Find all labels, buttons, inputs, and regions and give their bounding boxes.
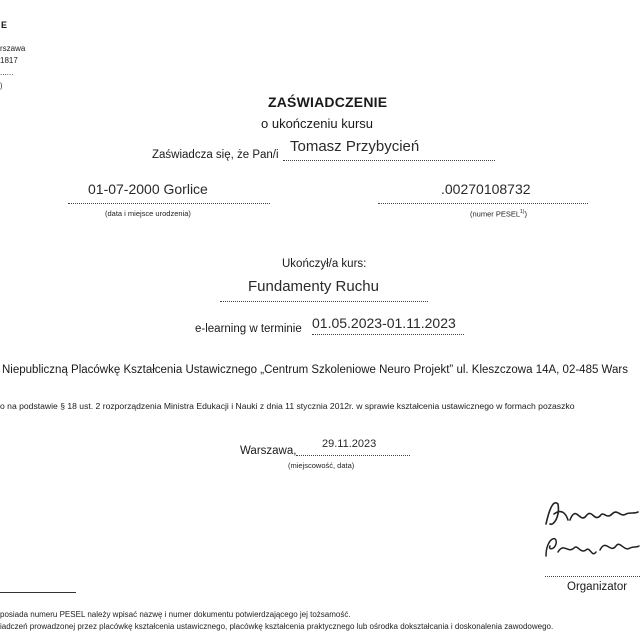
place-label: Warszawa,: [240, 445, 297, 457]
term-value: 01.05.2023-01.11.2023: [312, 315, 456, 331]
legal-basis-line: o na podstawie § 18 ust. 2 rozporządzenia Ministra Edukacji i Nauki z dnia 11 stycznia 2012r. w sprawie kształcenia ustawicznego w formach pozaszko: [0, 401, 575, 411]
pesel-caption-text: (numer PESEL: [470, 209, 521, 219]
org-header-paren: ): [0, 81, 3, 90]
date-value: 29.11.2023: [322, 438, 377, 450]
pesel-footnote-ref: 1): [520, 209, 525, 215]
org-header-letter: E: [1, 20, 8, 30]
org-header-city: rszawa: [0, 44, 26, 53]
term-label: e-learning w terminie: [195, 323, 302, 335]
org-header-dots: ......: [0, 68, 14, 77]
footnote-separator: [0, 592, 76, 593]
signature-bottom: [540, 528, 640, 564]
organizer-label: Organizator: [567, 581, 628, 593]
certificate-subtitle: o ukończeniu kursu: [261, 116, 374, 131]
name-dotted-line: [283, 160, 495, 161]
place-date-caption: (miejscowość, data): [288, 461, 355, 470]
course-name: Fundamenty Ruchu: [248, 278, 379, 295]
person-name: Tomasz Przybycień: [290, 138, 420, 155]
completed-label: Ukończył/a kurs:: [282, 258, 367, 270]
term-dotted-line: [312, 334, 464, 335]
pesel-dotted-line: [378, 203, 588, 204]
birth-value: 01-07-2000 Gorlice: [88, 181, 208, 197]
pesel-caption-close: ): [524, 209, 527, 219]
course-dotted-line: [220, 301, 428, 302]
birth-caption: (data i miejsce urodzenia): [105, 209, 191, 218]
pesel-caption: [470, 209, 527, 219]
date-dotted-line: [296, 455, 410, 456]
signature-dotted-line: [545, 576, 640, 577]
pesel-value: .00270108732: [441, 181, 531, 197]
org-header-number: 1817: [0, 56, 18, 65]
certificate-title: ZAŚWIADCZENIE: [268, 94, 388, 110]
institution-line: Niepubliczną Placówkę Kształcenia Ustawicznego „Centrum Szkoleniowe Neuro Projekt” ul. Kleszczowa 14A, 02-485 Wars: [2, 364, 628, 376]
footnote-line-2: iadczeń prowadzonej przez placówkę kształcenia ustawicznego, placówkę kształcenia praktycznego lub ośrodka dokształcania i doskonalenia zawodowego.: [0, 622, 554, 631]
footnote-line-1: posiada numeru PESEL należy wpisać nazwę i numer dokumentu potwierdzającego jej tożsamość.: [0, 610, 351, 619]
birth-dotted-line: [68, 203, 270, 204]
certifies-label: Zaświadcza się, że Pan/i: [152, 149, 279, 161]
